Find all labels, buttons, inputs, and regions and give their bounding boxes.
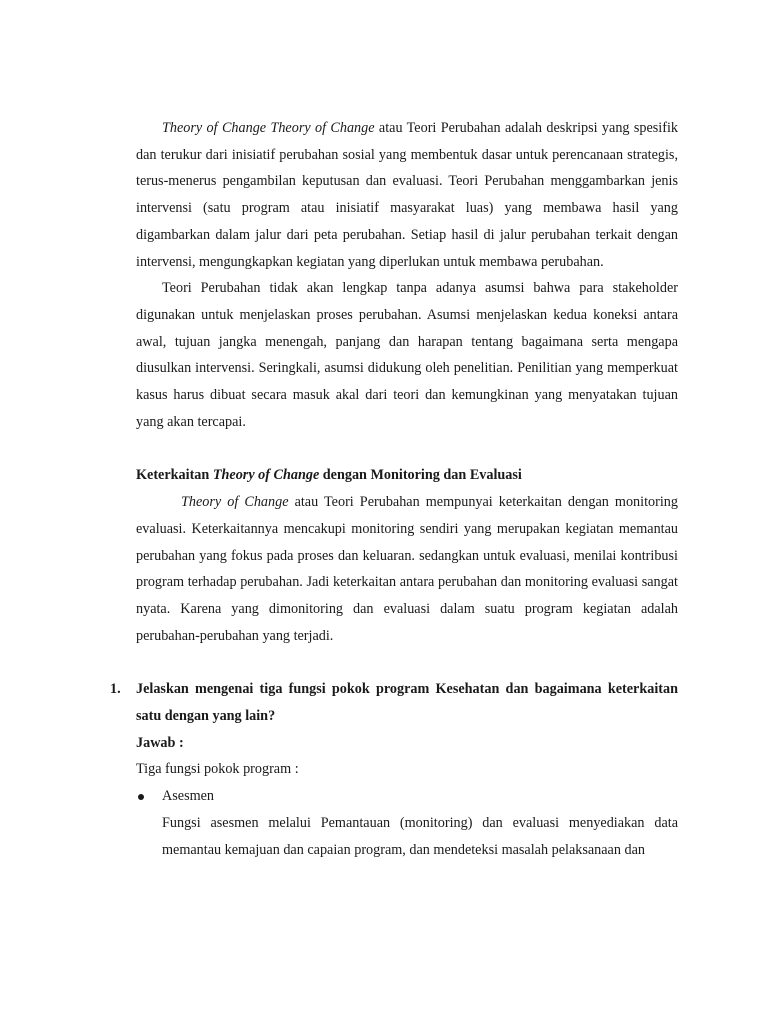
document-body xyxy=(110,115,679,863)
spacer xyxy=(136,649,678,676)
bullet-item-asesmen xyxy=(136,783,678,810)
term-theory-of-change: Theory of Change xyxy=(270,120,375,136)
heading-term: Theory of Change xyxy=(212,467,320,484)
paragraph-theory-of-change xyxy=(136,115,678,275)
paragraph-text: atau Teori Perubahan mempunyai keterkaitan dengan monitoring evaluasi. Keterkaitannya mencakupi monitoring sendiri yang merupakan kegiatan memantau perubahan yang fokus pada proses dan keluaran. sedangkan untuk evaluasi, menilai kontribusi program terhadap perubahan. Jadi keterkaitan antara perubahan dan monitoring evaluasi sangat nyata. Karena yang dimonitoring dan evaluasi dalam suatu program kegiatan adalah perubahan-perubahan yang terjadi. xyxy=(136,494,678,644)
paragraph-assumptions: Teori Perubahan tidak akan lengkap tanpa adanya asumsi bahwa para stakeholder digunakan untuk menjelaskan proses perubahan. Asumsi menjelaskan kedua koneksi antara awal, tujuan jangka menengah, panjang dan harapan tentang bagaimana serta mengapa diusulkan intervensi. Seringkali, asumsi didukung oleh penelitian. Penilitian yang memperkuat kasus harus dibuat secara masuk akal dari teori dan kemungkinan yang menyatakan tujuan yang akan tercapai. xyxy=(136,280,678,430)
bullet-body: Fungsi asesmen melalui Pemantauan (monitoring) dan evaluasi menyediakan data memantau kemajuan dan capaian program, dan mendeteksi masalah pelaksanaan dan xyxy=(162,814,678,858)
paragraph-text: atau Teori Perubahan adalah deskripsi yang spesifik dan terukur dari inisiatif perubahan sosial yang membentuk dasar untuk perencanaan strategis, terus-menerus pengambilan keputusan dan evaluasi. Teori Perubahan menggambarkan jenis intervensi (satu program atau inisiatif masyarakat luas) yang membawa hasil yang digambarkan dalam jalur dari peta perubahan. Setiap hasil di jalur perubahan terkait dengan intervensi, mengungkapkan kegiatan yang diperlukan untuk membawa perubahan. xyxy=(136,120,679,270)
heading-text: Keterkaitan xyxy=(136,467,213,484)
term-theory-of-change: Theory of Change xyxy=(162,120,267,136)
spacer xyxy=(136,435,678,462)
heading-text: dengan Monitoring dan Evaluasi xyxy=(319,467,522,484)
paragraph-keterkaitan xyxy=(136,489,678,649)
answer-label: Jawab : xyxy=(136,734,184,751)
bullet-title: Asesmen xyxy=(162,788,215,805)
section-heading xyxy=(136,462,678,489)
question-text: Jelaskan mengenai tiga fungsi pokok program Kesehatan dan bagaimana keterkaitan satu dengan yang lain? xyxy=(136,681,678,725)
answer-intro: Tiga fungsi pokok program : xyxy=(136,761,299,778)
term-theory-of-change: Theory of Change xyxy=(181,494,289,511)
question-number: 1. xyxy=(110,681,121,698)
question-item xyxy=(110,676,678,863)
